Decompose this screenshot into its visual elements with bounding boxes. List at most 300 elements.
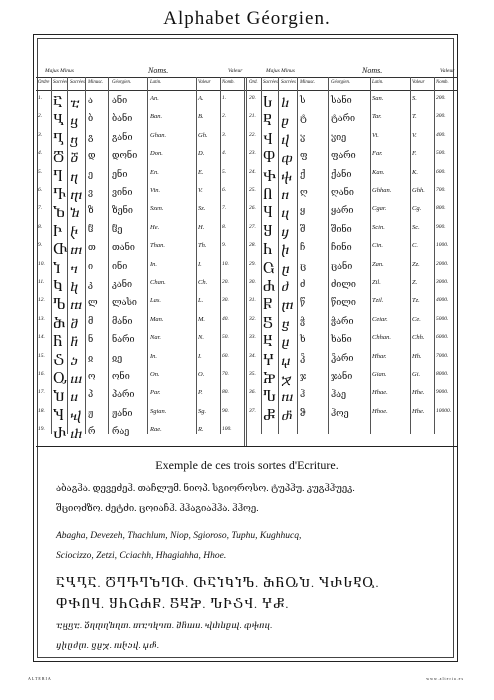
right-cell-nombre: 200.: [436, 95, 446, 101]
left-cell-valeur: D.: [198, 150, 205, 158]
right-cell-latin: Vi.: [372, 131, 379, 139]
left-cell-latin: On.: [150, 371, 160, 378]
left-cell-majuscule-sacree: Ⴅ: [53, 187, 66, 202]
right-cell-order: 30.: [249, 279, 256, 285]
right-cell-valeur: Ce.: [412, 315, 421, 323]
left-cell-minuscule-sacree: ⴆ: [70, 205, 80, 221]
right-cell-valeur: Tz.: [412, 297, 420, 305]
right-cell-minuscule-sacree: ⴗ: [281, 205, 290, 221]
right-cell-minuscule: ჩ: [300, 242, 306, 253]
right-cell-minuscule: ჭ: [300, 315, 306, 326]
right-cell-valeur: Chh.: [412, 334, 425, 342]
right-cell-minuscule-sacree: ⴒ: [281, 113, 290, 129]
right-cell-nombre: 300.: [436, 113, 446, 120]
left-cell-majuscule-sacree: Ⴄ: [53, 168, 63, 184]
left-cell-minuscule-sacree: ⴋ: [70, 315, 79, 331]
left-cell-minuscule-sacree: ⴌ: [70, 334, 79, 350]
right-cell-order: 21.: [249, 113, 256, 120]
left-cell-georgien: ენი: [112, 168, 128, 179]
left-cell-georgien: ჟანი: [112, 407, 133, 418]
right-cell-nombre: 3000.: [436, 279, 449, 285]
right-cell-minuscule: შ: [300, 223, 306, 234]
left-cell-nombre: 7.: [222, 205, 227, 212]
left-cell-minuscule-sacree: ⴀ: [70, 95, 81, 110]
left-cell-latin: Than.: [150, 242, 165, 250]
left-cell-minuscule-sacree: ⴏ: [70, 407, 82, 423]
left-cell-nombre: 70.: [222, 371, 229, 377]
left-cell-minuscule-sacree: ⴃ: [70, 150, 79, 166]
right-cell-latin: Far.: [372, 150, 383, 158]
right-cell-minuscule-sacree: ⴥ: [281, 407, 293, 423]
right-cell-minuscule-sacree: ⴜ: [281, 297, 294, 313]
left-cell-nombre: 9.: [222, 242, 227, 249]
right-cell-valeur: F.: [412, 150, 417, 158]
right-cell-majuscule-sacree: Ⴙ: [263, 242, 273, 258]
left-cell-nombre: 30.: [222, 297, 229, 304]
right-cell-minuscule: ყ: [300, 205, 306, 216]
right-cell-valeur: S.: [412, 95, 417, 102]
left-cell-latin: An.: [150, 95, 159, 102]
right-cell-valeur: Hhe.: [412, 389, 425, 397]
example-latin-line-2: Sciocizzo, Zetzi, Cciachh, Hhagiahha, Hhoe.: [56, 551, 227, 561]
left-cell-latin: En.: [150, 168, 159, 176]
right-noms-caption: Noms.: [362, 66, 383, 75]
left-valeur-caption: Valeur: [228, 68, 243, 74]
right-cell-majuscule-sacree: Ⴞ: [263, 334, 273, 350]
column-rule: [328, 77, 329, 434]
left-cell-valeur: P.: [198, 389, 203, 397]
left-cell-minuscule-sacree: ⴉ: [70, 279, 79, 294]
right-cell-georgien: ჴარი: [331, 352, 354, 363]
right-cell-majuscule-sacree: Ⴣ: [263, 131, 273, 147]
left-cell-minuscule: ი: [88, 260, 94, 271]
column-rule: [196, 77, 197, 434]
column-rule: [147, 77, 148, 434]
right-cell-minuscule: ქ: [300, 168, 306, 179]
left-cell-valeur: Th.: [198, 242, 207, 250]
footer-logo-text: ALTERIA: [28, 676, 52, 681]
example-title: Exemple de ces trois sortes d'Ecriture.: [155, 458, 339, 472]
left-cell-nombre: 80.: [222, 389, 229, 396]
left-cell-valeur: E.: [198, 168, 204, 176]
left-cell-majuscule-sacree: Ⴏ: [53, 407, 64, 423]
left-cell-georgien: ლასი: [112, 297, 137, 308]
left-cell-valeur: Sg.: [198, 407, 207, 415]
left-cell-minuscule: მ: [88, 315, 94, 326]
left-cell-minuscule-sacree: ⴊ: [70, 297, 83, 313]
column-rule: [261, 77, 262, 434]
left-cell-valeur: N.: [198, 334, 204, 342]
column-rule: [244, 77, 245, 446]
left-cell-order: 2.: [38, 113, 43, 120]
column-rule: [434, 77, 435, 434]
left-cell-order: 19.: [38, 426, 45, 433]
left-cell-latin: In.: [150, 352, 158, 360]
right-cell-majuscule-sacree: Ⴚ: [263, 260, 275, 276]
right-cell-latin: Ghhan.: [372, 187, 392, 194]
right-cell-minuscule-sacree: ⴟ: [281, 371, 293, 386]
right-cell-latin: Hhae.: [372, 389, 388, 397]
right-cell-valeur: V.: [412, 131, 417, 139]
right-cell-latin: Ceiar.: [372, 315, 388, 323]
left-cell-valeur: M.: [198, 315, 206, 323]
right-cell-order: 29.: [249, 260, 256, 267]
column-rule: [370, 77, 371, 434]
left-cell-minuscule: ნ: [88, 334, 94, 345]
right-cell-latin: Scin.: [372, 223, 385, 231]
right-cell-order: 22.: [249, 131, 256, 138]
left-cell-order: 17.: [38, 389, 45, 396]
right-cell-latin: Hhoe.: [372, 407, 388, 415]
right-header-majuscule-sacree: Sacrées: [263, 80, 278, 85]
column-rule: [297, 77, 298, 434]
right-cell-nombre: 7000.: [436, 352, 449, 359]
right-header-nombre: Nomb.: [436, 80, 449, 85]
right-cell-nombre: 8000.: [436, 371, 449, 377]
left-cell-nombre: 10.: [222, 260, 229, 267]
right-cell-minuscule: ჰ: [300, 389, 306, 400]
left-cell-nombre: 60.: [222, 352, 229, 359]
right-cell-latin: Tar.: [372, 113, 382, 121]
right-cell-order: 26.: [249, 205, 256, 212]
right-cell-georgien: ჯანი: [331, 371, 353, 381]
left-cell-valeur: L.: [198, 297, 204, 305]
left-cell-nombre: 6.: [222, 187, 227, 193]
example-nuskhuri-line-2: ⴘⴙⴚⴛⴜ. ⴝⴞⴟ. ⴠⴡⴢⴣ. ⴤⴥ.: [56, 640, 159, 650]
left-cell-majuscule-sacree: Ⴈ: [53, 260, 61, 276]
right-cell-valeur: C.: [412, 242, 418, 250]
section-divider: [36, 446, 458, 447]
left-cell-valeur: Gh.: [198, 131, 208, 139]
example-asomtavruli-line-1: ႠႡႢႠ. ႣႤႥႤႦႤႧ. ႧႠႨႩႨႪ. ႫႬႭႮ. ႯႰႱႲႳ.: [56, 576, 380, 590]
left-cell-georgien: რაე: [112, 426, 130, 437]
left-cell-minuscule: ლ: [88, 297, 98, 308]
left-cell-nombre: 5.: [222, 168, 227, 175]
left-cell-georgien: ინი: [112, 260, 128, 271]
left-cell-minuscule: ა: [88, 95, 93, 105]
right-cell-latin: Hhar.: [372, 352, 387, 360]
left-cell-order: 18.: [38, 407, 45, 414]
left-cell-order: 16.: [38, 371, 45, 377]
right-cell-majuscule-sacree: Ⴟ: [263, 371, 276, 386]
left-majus-minus-caption: Majus Minus: [45, 68, 74, 74]
left-cell-nombre: 2.: [222, 113, 227, 120]
right-cell-latin: Zan.: [372, 260, 384, 268]
right-cell-minuscule-sacree: ⴝ: [281, 315, 290, 331]
left-header-order: Ordre: [38, 80, 50, 85]
right-cell-latin: Zil.: [372, 279, 381, 286]
left-cell-order: 6.: [38, 187, 43, 193]
right-cell-minuscule: ჳ: [300, 131, 306, 142]
right-cell-georgien: ჩინი: [331, 242, 352, 253]
right-majus-minus-caption: Majus Minus: [266, 68, 295, 74]
left-cell-latin: Rae.: [150, 426, 162, 434]
left-cell-minuscule-sacree: ⴢ: [70, 352, 79, 368]
right-cell-valeur: Z.: [412, 279, 418, 286]
left-cell-majuscule-sacree: Ⴆ: [53, 205, 65, 221]
right-cell-minuscule: ჵ: [300, 407, 306, 418]
left-cell-georgien: ონი: [112, 371, 130, 381]
right-cell-nombre: 10000.: [436, 407, 452, 414]
right-cell-minuscule-sacree: ⴤ: [281, 352, 291, 368]
example-mkhedruli-line-2: შციოძზო. ძეტძი. ცოიაჩჰ. ჰჰაგიაჰჰა. ჰჰოე.: [56, 504, 259, 514]
column-rule: [85, 77, 86, 434]
left-cell-order: 9.: [38, 242, 43, 249]
left-header-minuscule: Minusc.: [88, 80, 104, 85]
left-cell-minuscule: ჟ: [88, 407, 94, 418]
right-cell-order: 25.: [249, 187, 256, 193]
left-cell-nombre: 8.: [222, 223, 227, 230]
left-cell-latin: Par.: [150, 389, 161, 397]
left-cell-georgien: ბანი: [112, 113, 133, 124]
left-cell-latin: Sgian.: [150, 407, 167, 415]
right-cell-minuscule: ტ: [300, 113, 307, 124]
right-cell-nombre: 500.: [436, 150, 446, 157]
right-cell-majuscule-sacree: Ⴛ: [263, 279, 276, 294]
left-cell-majuscule-sacree: Ⴇ: [53, 242, 68, 258]
right-cell-valeur: Sc.: [412, 223, 420, 231]
left-cell-order: 11.: [38, 279, 45, 285]
left-cell-minuscule-sacree: ⴄ: [70, 168, 79, 184]
right-cell-georgien: ძილი: [331, 279, 356, 289]
right-cell-minuscule: წ: [300, 297, 306, 308]
right-header-minuscule-sacree: Sacrées: [281, 80, 296, 85]
right-cell-minuscule-sacree: ⴣ: [281, 131, 290, 147]
left-cell-valeur: H.: [198, 223, 205, 231]
right-cell-valeur: Zz.: [412, 260, 420, 268]
right-cell-minuscule: ძ: [300, 279, 306, 289]
right-cell-majuscule-sacree: Ⴕ: [263, 168, 277, 184]
right-cell-georgien: ყარი: [331, 205, 354, 216]
right-header-order: Ord.: [249, 80, 258, 85]
right-cell-minuscule: ღ: [300, 187, 308, 197]
right-cell-nombre: 600.: [436, 168, 446, 175]
example-mkhedruli-line-1: აბაგჰა. დევეძეჰ. თაჩლუმ. ნიოპ. სგიოროსო. ტუპჰუ. კუგჰჰუეკ.: [56, 484, 355, 494]
left-cell-georgien: თანი: [112, 242, 135, 253]
left-cell-georgien: განი: [112, 131, 133, 142]
right-cell-nombre: 9000.: [436, 389, 449, 396]
left-header-minuscule-sacree: Sacrées: [70, 80, 85, 85]
left-cell-latin: Vin.: [150, 187, 161, 194]
left-cell-nombre: 40.: [222, 315, 229, 322]
right-cell-majuscule-sacree: Ⴥ: [263, 407, 276, 423]
left-cell-order: 3.: [38, 131, 43, 138]
right-cell-georgien: ტარი: [331, 113, 356, 124]
left-cell-majuscule-sacree: Ⴋ: [53, 315, 66, 331]
right-cell-minuscule-sacree: ⴞ: [281, 334, 290, 350]
left-cell-minuscule-sacree: ⴡ: [70, 223, 79, 239]
right-cell-georgien: შინი: [331, 223, 352, 234]
right-cell-nombre: 700.: [436, 187, 446, 193]
right-cell-valeur: Cg.: [412, 205, 422, 213]
left-cell-minuscule: ბ: [88, 113, 94, 124]
right-cell-order: 34.: [249, 352, 256, 359]
left-cell-majuscule-sacree: Ⴉ: [53, 279, 63, 294]
right-cell-order: 31.: [249, 297, 256, 304]
left-header-majuscule-sacree: Sacrées: [53, 80, 68, 85]
left-cell-latin: Man.: [150, 315, 164, 323]
right-cell-majuscule-sacree: Ⴤ: [263, 352, 274, 368]
right-cell-georgien: ფარი: [331, 150, 356, 161]
left-cell-minuscule: გ: [88, 131, 94, 142]
right-cell-georgien: ცანი: [331, 260, 353, 271]
left-cell-georgien: დონი: [112, 150, 138, 161]
right-cell-nombre: 2000.: [436, 260, 449, 267]
left-cell-majuscule-sacree: Ⴃ: [53, 150, 65, 166]
left-cell-nombre: 20.: [222, 279, 229, 285]
left-header-valeur: Valeur: [198, 80, 211, 85]
left-cell-minuscule: ჲ: [88, 352, 94, 363]
left-cell-georgien: კანი: [112, 279, 133, 289]
left-cell-nombre: 1.: [222, 95, 227, 101]
left-cell-order: 4.: [38, 150, 43, 157]
left-cell-latin: He.: [150, 223, 160, 231]
right-cell-georgien: წილი: [331, 297, 356, 308]
left-cell-minuscule: რ: [88, 426, 96, 437]
right-cell-majuscule-sacree: Ⴒ: [263, 113, 272, 129]
left-cell-latin: Ghan.: [150, 131, 167, 139]
left-cell-minuscule: ჱ: [88, 223, 94, 234]
left-cell-georgien: მანი: [112, 315, 133, 326]
right-cell-nombre: 900.: [436, 223, 446, 230]
column-rule: [410, 77, 411, 434]
right-cell-georgien: ხანი: [331, 334, 352, 345]
left-cell-order: 13.: [38, 315, 45, 322]
right-cell-minuscule-sacree: ⴖ: [281, 187, 290, 202]
right-cell-minuscule-sacree: ⴑ: [281, 95, 290, 110]
right-cell-minuscule-sacree: ⴚ: [281, 260, 290, 276]
right-cell-valeur: T.: [412, 113, 417, 121]
left-cell-majuscule-sacree: Ⴢ: [53, 352, 65, 368]
left-cell-majuscule-sacree: Ⴎ: [53, 389, 65, 405]
left-cell-georgien: ვინი: [112, 187, 133, 197]
left-noms-caption: Noms.: [148, 66, 169, 75]
right-cell-minuscule-sacree: ⴕ: [281, 168, 293, 184]
left-cell-minuscule: ო: [88, 371, 96, 381]
right-cell-minuscule-sacree: ⴙ: [281, 242, 290, 258]
right-cell-majuscule-sacree: Ⴑ: [263, 95, 273, 110]
right-cell-nombre: 1000.: [436, 242, 449, 249]
left-cell-latin: Las.: [150, 297, 162, 305]
left-cell-valeur: B.: [198, 113, 204, 121]
right-cell-order: 36.: [249, 389, 256, 396]
left-cell-order: 7.: [38, 205, 43, 212]
right-cell-georgien: ღანი: [331, 187, 354, 197]
page-title: Alphabet Géorgien.: [163, 8, 331, 29]
left-cell-nombre: 100.: [222, 426, 232, 433]
right-cell-order: 20.: [249, 95, 256, 101]
right-cell-nombre: 800.: [436, 205, 446, 212]
right-valeur-caption: Valeur: [440, 68, 455, 74]
right-cell-majuscule-sacree: Ⴘ: [263, 223, 273, 239]
left-cell-majuscule-sacree: Ⴐ: [53, 426, 67, 442]
left-cell-latin: Chan.: [150, 279, 166, 286]
right-cell-order: 33.: [249, 334, 256, 341]
left-cell-minuscule-sacree: ⴅ: [70, 187, 83, 202]
left-cell-valeur: Ch.: [198, 279, 208, 286]
left-cell-valeur: Sz.: [198, 205, 206, 213]
left-cell-minuscule: ვ: [88, 187, 94, 197]
right-cell-nombre: 6000.: [436, 334, 449, 341]
left-cell-georgien: პარი: [112, 389, 135, 400]
left-cell-georgien: ჱე: [112, 223, 123, 234]
right-cell-minuscule: ფ: [300, 150, 308, 161]
left-cell-nombre: 90.: [222, 407, 229, 414]
right-cell-georgien: ჰაე: [331, 389, 347, 400]
left-cell-valeur: I.: [198, 260, 202, 268]
left-cell-nombre: 3.: [222, 131, 227, 138]
right-cell-georgien: ჳიე: [331, 131, 347, 142]
right-cell-latin: Gian.: [372, 371, 387, 378]
left-cell-valeur: A.: [198, 95, 204, 102]
left-header-latin: Latin.: [150, 80, 162, 85]
left-cell-order: 5.: [38, 168, 43, 175]
right-cell-nombre: 5000.: [436, 315, 449, 322]
left-cell-majuscule-sacree: Ⴍ: [53, 371, 67, 386]
right-cell-georgien: სანი: [331, 95, 352, 105]
left-cell-nombre: 4.: [222, 150, 227, 157]
right-cell-majuscule-sacree: Ⴔ: [263, 150, 276, 166]
right-cell-latin: San.: [372, 95, 384, 102]
left-cell-minuscule: ზ: [88, 205, 94, 216]
right-cell-minuscule: ჯ: [300, 371, 307, 381]
left-header-georgien: Géorgien.: [112, 80, 132, 85]
column-rule: [246, 77, 247, 446]
column-rule: [278, 77, 279, 434]
right-header-latin: Latin.: [372, 80, 384, 85]
right-header-minuscule: Minusc.: [300, 80, 316, 85]
right-cell-latin: Kan.: [372, 168, 385, 176]
left-cell-latin: Szen.: [150, 205, 164, 213]
right-cell-minuscule-sacree: ⴠ: [281, 389, 294, 405]
right-cell-minuscule-sacree: ⴔ: [281, 150, 294, 166]
right-cell-valeur: Hhe.: [412, 407, 425, 415]
left-cell-majuscule-sacree: Ⴂ: [53, 131, 64, 147]
left-cell-nombre: 50.: [222, 334, 229, 341]
right-cell-majuscule-sacree: Ⴠ: [263, 389, 277, 405]
left-cell-minuscule: კ: [88, 279, 93, 289]
right-header-valeur: Valeur: [412, 80, 425, 85]
right-cell-minuscule-sacree: ⴘ: [281, 223, 290, 239]
left-cell-minuscule: ე: [88, 168, 94, 179]
right-cell-majuscule-sacree: Ⴜ: [263, 297, 273, 313]
left-cell-latin: Nar.: [150, 334, 162, 342]
right-cell-valeur: Ghh.: [412, 187, 425, 194]
left-cell-order: 1.: [38, 95, 43, 101]
right-cell-order: 27.: [249, 223, 256, 230]
right-cell-minuscule: ხ: [300, 334, 306, 345]
header-top-rule: [36, 77, 458, 78]
right-cell-georgien: ჭარი: [331, 315, 354, 326]
right-cell-valeur: Hh.: [412, 352, 422, 360]
right-cell-majuscule-sacree: Ⴖ: [263, 187, 273, 202]
right-cell-minuscule: ც: [300, 260, 307, 271]
right-cell-latin: Tzil.: [372, 297, 384, 305]
right-cell-order: 35.: [249, 371, 256, 377]
right-cell-valeur: Gi.: [412, 371, 421, 378]
left-cell-order: 10.: [38, 260, 45, 267]
right-cell-nombre: 4000.: [436, 297, 449, 304]
left-cell-order: 12.: [38, 297, 45, 304]
right-cell-majuscule-sacree: Ⴝ: [263, 315, 273, 331]
right-cell-majuscule-sacree: Ⴗ: [263, 205, 273, 221]
left-cell-majuscule-sacree: Ⴡ: [53, 223, 63, 239]
left-cell-minuscule: თ: [88, 242, 96, 253]
right-cell-order: 28.: [249, 242, 256, 249]
right-cell-latin: Cgar.: [372, 205, 387, 213]
right-cell-order: 24.: [249, 168, 256, 175]
left-cell-minuscule-sacree: ⴁ: [70, 113, 79, 129]
